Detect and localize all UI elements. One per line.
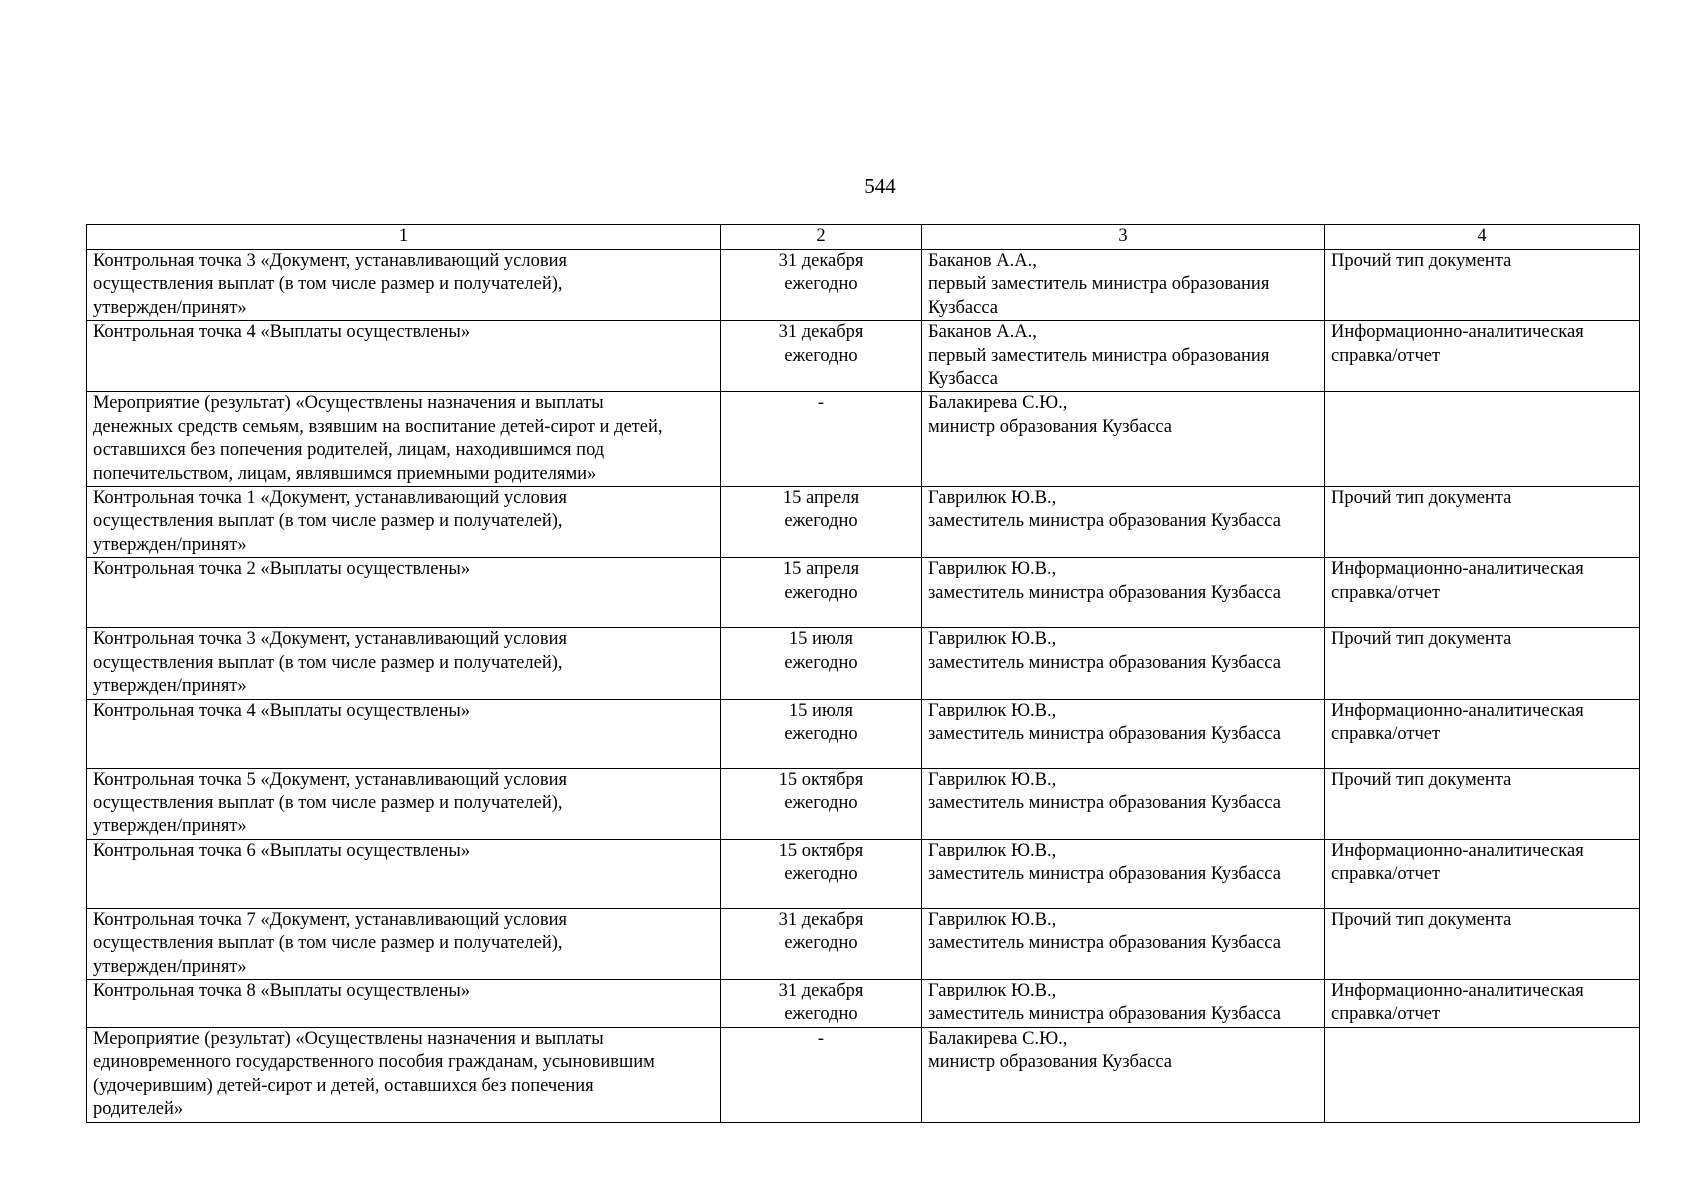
table-row: [87, 908, 1640, 979]
event-name-cell: Контрольная точка 4 «Выплаты осуществлены»: [87, 699, 721, 768]
responsible-cell: Гаврилюк Ю.В., заместитель министра образования Кузбасса: [922, 699, 1325, 768]
event-name-cell: Контрольная точка 8 «Выплаты осуществлены»: [87, 979, 721, 1027]
table-row: [87, 392, 1640, 487]
control-points-table: [86, 224, 1640, 1123]
event-name-cell: Контрольная точка 1 «Документ, устанавливающий условия осуществления выплат (в том числе размер и получателей), утвержден/принят»: [87, 487, 721, 558]
deadline-cell: 15 октября ежегодно: [721, 768, 922, 839]
responsible-cell: Гаврилюк Ю.В., заместитель министра образования Кузбасса: [922, 768, 1325, 839]
responsible-cell: Балакирева С.Ю., министр образования Кузбасса: [922, 392, 1325, 487]
responsible-cell: Гаврилюк Ю.В., заместитель министра образования Кузбасса: [922, 487, 1325, 558]
table-row: [87, 321, 1640, 392]
event-name-cell: Контрольная точка 5 «Документ, устанавливающий условия осуществления выплат (в том числе размер и получателей), утвержден/принят»: [87, 768, 721, 839]
responsible-cell: Гаврилюк Ю.В., заместитель министра образования Кузбасса: [922, 558, 1325, 628]
responsible-cell: Гаврилюк Ю.В., заместитель министра образования Кузбасса: [922, 628, 1325, 699]
deadline-cell: -: [721, 392, 922, 487]
deadline-cell: 15 июля ежегодно: [721, 628, 922, 699]
document-type-cell: Прочий тип документа: [1325, 768, 1640, 839]
responsible-cell: Баканов А.А., первый заместитель министра образования Кузбасса: [922, 250, 1325, 321]
table-row: [87, 699, 1640, 768]
table-row: [87, 839, 1640, 908]
responsible-cell: Гаврилюк Ю.В., заместитель министра образования Кузбасса: [922, 839, 1325, 908]
event-name-cell: Мероприятие (результат) «Осуществлены назначения и выплаты денежных средств семьям, взявшим на воспитание детей-сирот и детей, оставшихся без попечения родителей, лицам, находившимся под попечительством, лицам, являвшимся приемными родителями»: [87, 392, 721, 487]
responsible-cell: Гаврилюк Ю.В., заместитель министра образования Кузбасса: [922, 908, 1325, 979]
event-name-cell: Контрольная точка 3 «Документ, устанавливающий условия осуществления выплат (в том числе размер и получателей), утвержден/принят»: [87, 250, 721, 321]
table-row: [87, 979, 1640, 1027]
document-type-cell: Информационно-аналитическая справка/отчет: [1325, 321, 1640, 392]
document-type-cell: Прочий тип документа: [1325, 487, 1640, 558]
deadline-cell: 15 июля ежегодно: [721, 699, 922, 768]
responsible-cell: Баканов А.А., первый заместитель министра образования Кузбасса: [922, 321, 1325, 392]
document-type-cell: Прочий тип документа: [1325, 908, 1640, 979]
deadline-cell: 31 декабря ежегодно: [721, 979, 922, 1027]
document-type-cell: Информационно-аналитическая справка/отчет: [1325, 558, 1640, 628]
event-name-cell: Контрольная точка 2 «Выплаты осуществлены»: [87, 558, 721, 628]
table-row: [87, 628, 1640, 699]
event-name-cell: Контрольная точка 6 «Выплаты осуществлены»: [87, 839, 721, 908]
responsible-cell: Балакирева С.Ю., министр образования Кузбасса: [922, 1027, 1325, 1122]
page-number: 544: [864, 174, 896, 198]
document-type-cell: Информационно-аналитическая справка/отчет: [1325, 979, 1640, 1027]
event-name-cell: Мероприятие (результат) «Осуществлены назначения и выплаты единовременного государственного пособия гражданам, усыновившим (удочерившим) детей-сирот и детей, оставшихся без попечения родителей»: [87, 1027, 721, 1122]
document-type-cell: [1325, 392, 1640, 487]
table-row: [87, 558, 1640, 628]
document-type-cell: Прочий тип документа: [1325, 628, 1640, 699]
table-row: [87, 1027, 1640, 1122]
table-row: [87, 250, 1640, 321]
table-row: [87, 487, 1640, 558]
responsible-cell: Гаврилюк Ю.В., заместитель министра образования Кузбасса: [922, 979, 1325, 1027]
deadline-cell: 15 октября ежегодно: [721, 839, 922, 908]
event-name-cell: Контрольная точка 7 «Документ, устанавливающий условия осуществления выплат (в том числе размер и получателей), утвержден/принят»: [87, 908, 721, 979]
deadline-cell: 31 декабря ежегодно: [721, 321, 922, 392]
deadline-cell: 31 декабря ежегодно: [721, 250, 922, 321]
deadline-cell: 15 апреля ежегодно: [721, 558, 922, 628]
document-type-cell: Информационно-аналитическая справка/отчет: [1325, 839, 1640, 908]
header-cell-3: 3: [922, 225, 1325, 250]
event-name-cell: Контрольная точка 3 «Документ, устанавливающий условия осуществления выплат (в том числе размер и получателей), утвержден/принят»: [87, 628, 721, 699]
table-row: [87, 768, 1640, 839]
deadline-cell: 31 декабря ежегодно: [721, 908, 922, 979]
document-type-cell: Прочий тип документа: [1325, 250, 1640, 321]
deadline-cell: 15 апреля ежегодно: [721, 487, 922, 558]
header-cell-2: 2: [721, 225, 922, 250]
document-type-cell: Информационно-аналитическая справка/отчет: [1325, 699, 1640, 768]
header-cell-1: 1: [87, 225, 721, 250]
event-name-cell: Контрольная точка 4 «Выплаты осуществлены»: [87, 321, 721, 392]
deadline-cell: -: [721, 1027, 922, 1122]
document-type-cell: [1325, 1027, 1640, 1122]
header-cell-4: 4: [1325, 225, 1640, 250]
table-header-row: [87, 225, 1640, 250]
